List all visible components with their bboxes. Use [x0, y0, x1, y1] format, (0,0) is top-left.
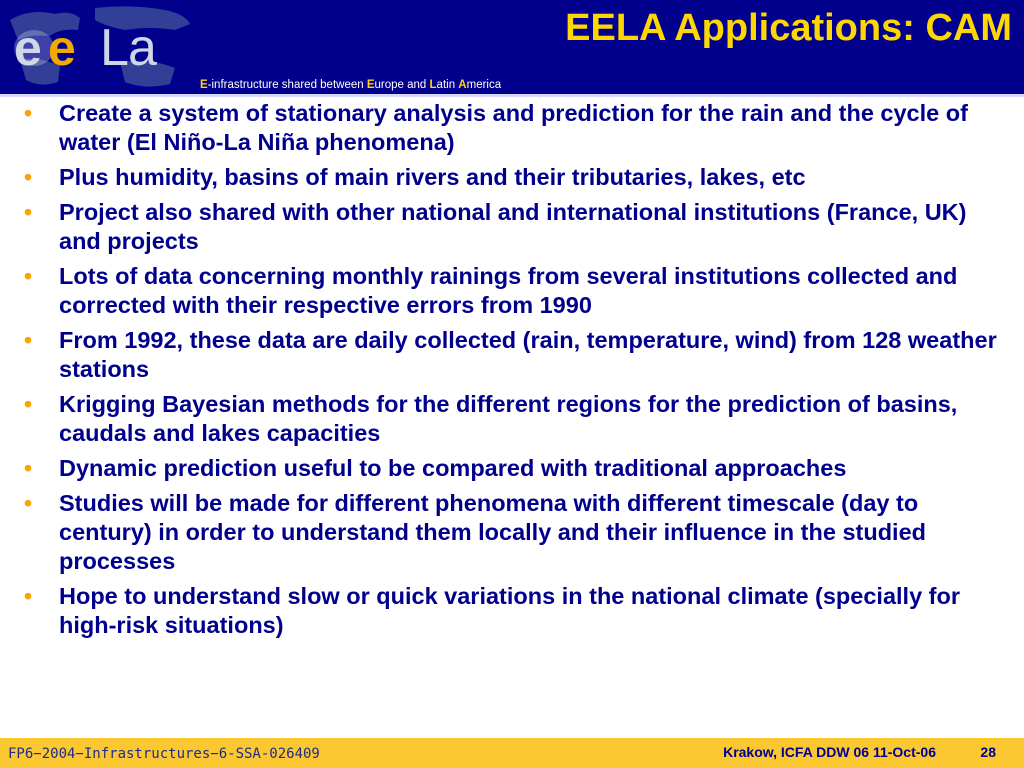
bullet-marker-icon: • [24, 490, 33, 516]
tagline-t4: merica [466, 79, 502, 91]
svg-text:e: e [14, 20, 42, 76]
tagline [200, 78, 501, 92]
bullet-item [0, 198, 1010, 256]
bullet-item [0, 582, 1010, 640]
bullet-marker-icon: • [24, 164, 33, 190]
bullet-marker-icon: • [24, 263, 33, 289]
bullet-list [0, 99, 1010, 646]
bullet-marker-icon: • [24, 455, 33, 481]
bullet-text: Krigging Bayesian methods for the different regions for the prediction of basins, caudals and lakes capacities [59, 391, 958, 446]
bullet-item [0, 489, 1010, 576]
tagline-t3: atin [436, 79, 459, 91]
project-code: FP6−2004−Infrastructures−6-SSA-026409 [8, 746, 320, 762]
bullet-marker-icon: • [24, 327, 33, 353]
tagline-e2: E [366, 79, 375, 91]
slide-header [0, 0, 1024, 94]
bullet-marker-icon: • [24, 100, 33, 126]
bullet-text: Create a system of stationary analysis and prediction for the rain and the cycle of water (El Niño-La Niña phenomena) [59, 100, 968, 155]
event-info: Krakow, ICFA DDW 06 11-Oct-06 [723, 744, 936, 760]
bullet-marker-icon: • [24, 391, 33, 417]
bullet-text: Hope to understand slow or quick variations in the national climate (specially for high-risk situations) [59, 583, 961, 638]
tagline-t1: -infrastructure shared between [207, 79, 367, 91]
bullet-item [0, 454, 1010, 483]
svg-text:L: L [100, 19, 129, 77]
slide-title: EELA Applications: CAM [565, 7, 1012, 49]
tagline-t2: urope and [374, 79, 430, 91]
bullet-text: Plus humidity, basins of main rivers and their tributaries, lakes, etc [59, 164, 806, 190]
bullet-item [0, 163, 1010, 192]
bullet-item [0, 390, 1010, 448]
bullet-item [0, 262, 1010, 320]
bullet-text: Dynamic prediction useful to be compared with traditional approaches [59, 455, 847, 481]
header-divider [0, 94, 1024, 97]
tagline-e3: L [429, 79, 437, 91]
tagline-e4: A [458, 79, 467, 91]
bullet-marker-icon: • [24, 199, 33, 225]
slide-footer [0, 738, 1024, 768]
page-number: 28 [980, 744, 996, 760]
bullet-text: Project also shared with other national and international institutions (France, UK) and projects [59, 199, 967, 254]
bullet-marker-icon: • [24, 583, 33, 609]
bullet-item [0, 99, 1010, 157]
bullet-text: Studies will be made for different phenomena with different timescale (day to century) in order to understand them locally and their influence in the studied processes [59, 490, 926, 574]
bullet-text: Lots of data concerning monthly rainings from several institutions collected and corrected with their respective errors from 1990 [59, 263, 958, 318]
eela-logo-icon [0, 0, 200, 94]
bullet-item [0, 326, 1010, 384]
svg-text:e: e [48, 20, 76, 76]
tagline-e1: E [200, 79, 208, 91]
svg-text:a: a [128, 19, 157, 77]
bullet-text: From 1992, these data are daily collected (rain, temperature, wind) from 128 weather stations [59, 327, 997, 382]
